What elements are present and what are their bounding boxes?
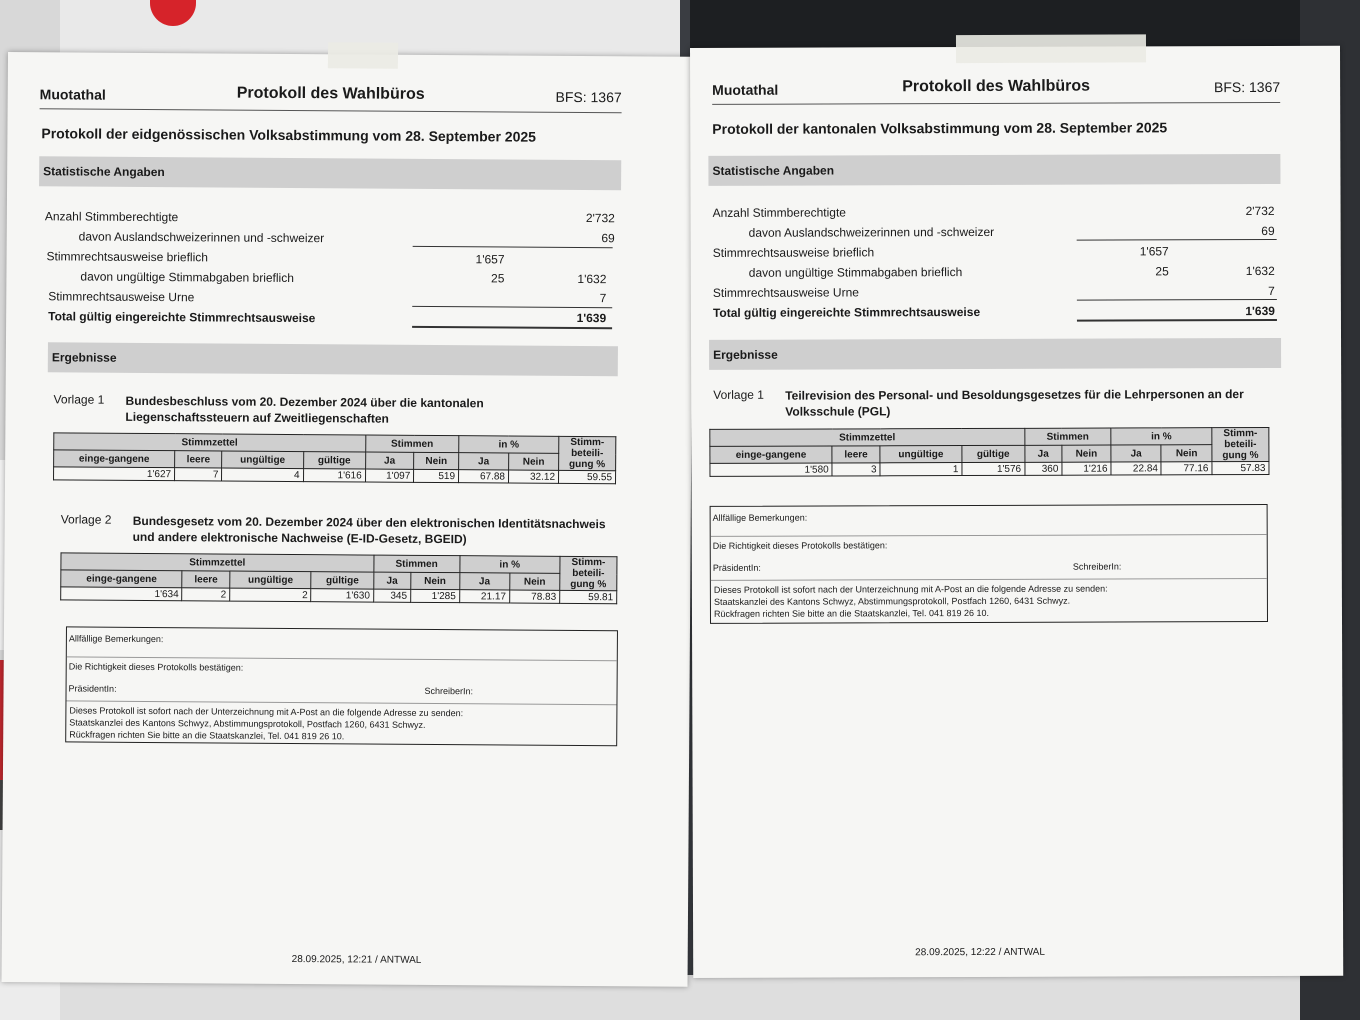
secretary-label: SchreiberIn: (424, 685, 474, 697)
remarks-row: Allfällige Bemerkungen: (67, 627, 617, 661)
table-row (710, 461, 1269, 476)
th-stimmen: Stimmen (365, 435, 458, 453)
bfs-number: BFS: 1367 (1213, 78, 1281, 96)
cell: 1'216 (1062, 462, 1111, 475)
cell: 57.83 (1212, 461, 1269, 474)
stat-label: davon ungültige Stimmabgaben brieflich (748, 265, 963, 280)
stat-value: 7 (599, 291, 607, 306)
th-in-pct: in % (459, 556, 560, 574)
stat-label: davon ungültige Stimmabgaben brieflich (80, 269, 294, 286)
cell: 360 (1025, 462, 1062, 475)
vorlage-text: Bundesbeschluss vom 20. Dezember 2024 über die kantonalen Liegenschaftssteuern auf Zweitliegenschaften (125, 393, 484, 426)
th-ja: Ja (373, 572, 410, 589)
sheet-title: Protokoll des Wahlbüros (902, 77, 1091, 96)
cell: 59.55 (559, 470, 616, 483)
confirm-label: Die Richtigkeit dieses Protokolls bestätigen: (712, 540, 888, 551)
stat-value: 25 (1155, 264, 1169, 279)
stat-value: 25 (491, 271, 505, 286)
cell: 59.81 (560, 590, 617, 603)
th-stimmzettel: Stimmzettel (54, 433, 366, 452)
th-beteiligung: Stimm-beteili-gung % (1212, 427, 1269, 461)
cell: 1 (880, 463, 962, 476)
print-footer: 28.09.2025, 12:22 / ANTWAL (915, 946, 1045, 959)
th-ungueltige: ungültige (222, 451, 303, 469)
cell: 1'630 (311, 589, 373, 602)
tape (328, 42, 398, 68)
section-statistik: Statistische Angaben (708, 154, 1280, 186)
address-line: Rückfragen richten Sie bitte an die Staatskanzlei, Tel. 041 819 26 10. (713, 607, 990, 619)
th-ungueltige: ungültige (230, 571, 312, 589)
vorlage-number: Vorlage 2 (60, 512, 112, 527)
stat-value: 1'632 (577, 271, 607, 287)
stat-total-label: Total gültig eingereichte Stimmrechtsausweise (48, 309, 316, 326)
stat-value: 2'732 (1245, 203, 1275, 219)
th-nein: Nein (1062, 445, 1111, 462)
address-line: Rückfragen richten Sie bitte an die Staatskanzlei, Tel. 041 819 26 10. (69, 729, 345, 742)
stat-total-value: 1'639 (576, 310, 607, 326)
th-in-pct: in % (1111, 428, 1212, 445)
cell: 1'627 (54, 467, 175, 481)
section-ergebnisse: Ergebnisse (48, 342, 618, 376)
cell: 1'576 (962, 462, 1025, 475)
vorlage-1 (53, 392, 633, 432)
th-stimmzettel: Stimmzettel (710, 428, 1025, 446)
table-row (61, 587, 617, 604)
th-nein: Nein (414, 452, 459, 469)
stat-total-value: 1'639 (1245, 303, 1275, 319)
remarks-box (710, 504, 1268, 624)
cell: 3 (832, 463, 880, 476)
section-statistik: Statistische Angaben (39, 156, 621, 190)
th-leere: leere (832, 446, 880, 463)
th-leere: leere (175, 451, 222, 468)
stat-value: 7 (1268, 283, 1275, 298)
left-protocol-sheet (2, 52, 694, 987)
th-gueltige: gültige (962, 445, 1025, 462)
th-nein: Nein (411, 572, 460, 589)
stat-label: Stimmrechtsausweise Urne (48, 289, 195, 305)
stat-label: Stimmrechtsausweise brieflich (712, 245, 875, 260)
th-eingegangene: einge-gangene (710, 446, 832, 463)
municipality: Muotathal (39, 86, 106, 103)
stat-label: Stimmrechtsausweise Urne (712, 285, 859, 300)
vote-subtitle: Protokoll der eidgenössischen Volksabstimmung vom 28. September 2025 (41, 125, 537, 145)
stat-label: davon Auslandschweizerinnen und -schweizer (78, 229, 325, 246)
cell: 519 (414, 469, 459, 482)
cell: 21.17 (459, 590, 509, 603)
th-ungueltige: ungültige (880, 446, 962, 463)
stat-value: 69 (1261, 223, 1275, 239)
th-beteiligung: Stimm-beteili-gung % (559, 436, 616, 470)
th-in-pct: in % (459, 436, 559, 454)
vorlage-text: Bundesgesetz vom 20. Dezember 2024 über den elektronischen Identitätsnachweis und andere elektronische Nachweise (E-ID-Gesetz, BGEID) (132, 513, 606, 547)
th-leere: leere (182, 571, 230, 588)
stat-value: 69 (601, 231, 615, 246)
stat-label: Stimmrechtsausweise brieflich (46, 249, 209, 265)
cell: 7 (175, 468, 222, 481)
cell: 2 (230, 588, 312, 602)
th-stimmen: Stimmen (374, 555, 460, 573)
remarks-row: Allfällige Bemerkungen: (711, 505, 1267, 537)
right-protocol-sheet (690, 46, 1343, 978)
stat-value: 2'732 (585, 211, 615, 226)
tape (956, 34, 1146, 63)
stat-value: 1'632 (1245, 263, 1275, 279)
secretary-label: SchreiberIn: (1072, 561, 1122, 572)
vorlage-number: Vorlage 1 (713, 387, 764, 402)
th-ja: Ja (1025, 445, 1062, 462)
results-table-1 (53, 432, 616, 484)
vorlage-text: Teilrevision des Personal- und Besoldungsgesetzes für die Lehrpersonen an der Volksschule (PGL) (785, 387, 1244, 419)
cell: 1'634 (61, 587, 183, 601)
cell: 77.16 (1161, 462, 1212, 475)
stat-total-label: Total gültig eingereichte Stimmrechtsausweise (712, 304, 981, 320)
cell: 67.88 (458, 470, 508, 483)
stat-label: davon Auslandschweizerinnen und -schweizer (748, 224, 995, 240)
municipality: Muotathal (712, 81, 779, 98)
sheet-header (712, 76, 1280, 105)
remarks-box (65, 626, 618, 746)
th-nein-pct: Nein (509, 453, 559, 470)
vorlage-1 (713, 386, 1293, 424)
cell: 32.12 (508, 470, 558, 483)
statistics-block (713, 204, 1283, 326)
president-label: PräsidentIn: (712, 562, 761, 573)
vorlage-2 (61, 512, 641, 552)
statistics-block (44, 209, 615, 333)
cell: 1'580 (710, 463, 832, 476)
sheet-header (40, 82, 622, 113)
cell: 1'285 (410, 589, 459, 602)
address-line: Dieses Protokoll ist sofort nach der Unterzeichnung mit A-Post an die folgende Adresse zu senden: (69, 705, 464, 719)
th-gueltige: gültige (311, 572, 373, 589)
results-table-2 (60, 552, 617, 604)
address-line: Staatskanzlei des Kantons Schwyz, Abstimmungsprotokoll, Postfach 1260, 6431 Schwyz. (69, 717, 426, 730)
bfs-number: BFS: 1367 (555, 88, 622, 106)
president-label: PräsidentIn: (68, 683, 117, 694)
print-footer: 28.09.2025, 12:21 / ANTWAL (291, 954, 422, 966)
th-stimmen: Stimmen (1024, 428, 1110, 445)
cell: 1'616 (303, 469, 365, 482)
address-row (66, 701, 616, 745)
confirm-label: Die Richtigkeit dieses Protokolls bestätigen: (68, 661, 244, 673)
stat-label: Anzahl Stimmberechtigte (712, 205, 847, 220)
th-ja-pct: Ja (459, 573, 509, 590)
cell: 345 (373, 589, 410, 602)
th-stimmzettel: Stimmzettel (61, 553, 374, 572)
th-gueltige: gültige (303, 452, 365, 469)
stat-label: Anzahl Stimmberechtigte (44, 209, 179, 225)
cell: 4 (222, 468, 303, 482)
vote-subtitle: Protokoll der kantonalen Volksabstimmung vom 28. September 2025 (712, 119, 1168, 137)
address-line: Dieses Protokoll ist sofort nach der Unterzeichnung mit A-Post an die folgende Adresse zu senden: (713, 583, 1108, 595)
th-beteiligung: Stimm-beteili-gung % (560, 556, 617, 590)
th-ja: Ja (365, 452, 414, 469)
th-nein-pct: Nein (1161, 445, 1212, 462)
signature-row (66, 657, 616, 705)
th-ja-pct: Ja (459, 453, 509, 470)
cell: 2 (182, 588, 230, 601)
address-row (711, 579, 1267, 621)
stat-value: 1'657 (1139, 244, 1169, 259)
cell: 1'097 (365, 469, 414, 482)
cell: 22.84 (1111, 462, 1161, 475)
th-eingegangene: einge-gangene (54, 450, 175, 468)
th-nein-pct: Nein (510, 573, 560, 590)
signature-row (711, 535, 1267, 581)
stat-value: 1'657 (475, 252, 505, 267)
results-table-1 (709, 427, 1269, 477)
cell: 78.83 (509, 590, 559, 603)
vorlage-number: Vorlage 1 (53, 392, 105, 407)
address-line: Staatskanzlei des Kantons Schwyz, Abstimmungsprotokoll, Postfach 1260, 6431 Schwyz. (713, 595, 1071, 607)
th-ja-pct: Ja (1111, 445, 1162, 462)
sheet-title: Protokoll des Wahlbüros (236, 84, 425, 103)
th-eingegangene: einge-gangene (61, 570, 183, 588)
section-ergebnisse: Ergebnisse (709, 338, 1281, 370)
table-row (54, 467, 616, 484)
